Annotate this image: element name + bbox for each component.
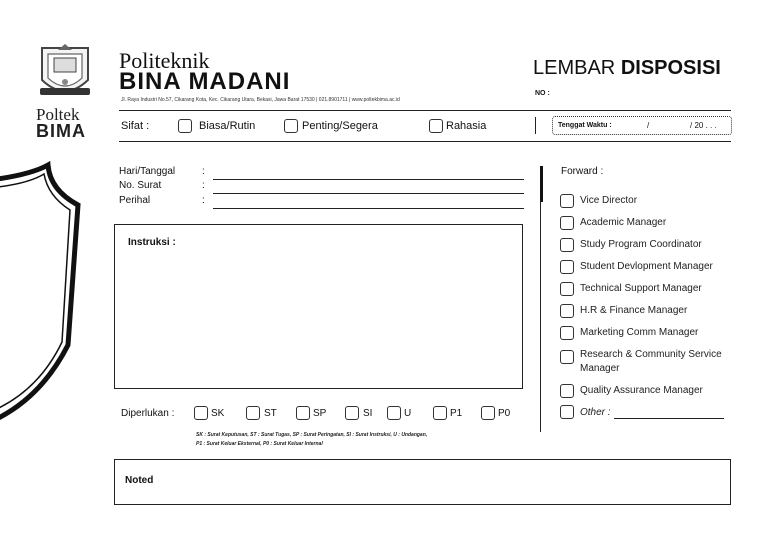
- sifat-biasa-label: Biasa/Rutin: [199, 120, 256, 132]
- forward-label: Forward :: [561, 166, 604, 177]
- sifat-penting-label: Penting/Segera: [302, 120, 378, 132]
- diperlukan-p0-label: P0: [498, 408, 511, 419]
- form-title: [533, 57, 721, 79]
- forward-research-community-label-cont: Manager: [580, 363, 620, 374]
- forward-technical-support-label: Technical Support Manager: [580, 283, 702, 294]
- diperlukan-legend-line1: SK : Surat Keputusan, ST : Surat Tugas, SP : Surat Peringatan, SI : Surat Instruksi, U : Undangan,: [196, 432, 428, 438]
- forward-hr-finance-checkbox[interactable]: [560, 304, 574, 318]
- institution-name-line2: BINA MADANI: [119, 68, 291, 95]
- deadline-slash-1: /: [647, 121, 650, 130]
- deadline-label: Tenggat Waktu :: [558, 122, 612, 129]
- sifat-rahasia-label: Rahasia: [446, 120, 487, 132]
- forward-other-checkbox[interactable]: [560, 405, 574, 419]
- forward-vice-director-label: Vice Director: [580, 195, 638, 206]
- diperlukan-sk-label: SK: [211, 408, 225, 419]
- noted-box[interactable]: [114, 459, 731, 505]
- forward-accent-bar: [540, 166, 543, 202]
- sifat-biasa-checkbox[interactable]: [178, 119, 192, 133]
- diperlukan-sp-checkbox[interactable]: [296, 406, 310, 420]
- forward-research-community-label: Research & Community Service: [580, 349, 722, 360]
- forward-other-input[interactable]: [614, 418, 724, 419]
- sifat-penting-checkbox[interactable]: [284, 119, 298, 133]
- no-surat-input[interactable]: [213, 193, 524, 194]
- institution-address: Jl. Raya Industri No.57, Cikarang Kota, Kec. Cikarang Utara, Bekasi, Jawa Barat 17530 | 021.8901711 | www.poltekbima.ac.id: [121, 97, 400, 103]
- header-divider-top: [119, 110, 731, 111]
- no-surat-colon: :: [202, 180, 205, 191]
- forward-divider: [540, 200, 541, 432]
- form-title-bold: DISPOSISI: [620, 57, 721, 79]
- diperlukan-st-label: ST: [264, 408, 277, 419]
- forward-vice-director-checkbox[interactable]: [560, 194, 574, 208]
- logo-wordmark: [36, 106, 86, 140]
- forward-student-development-checkbox[interactable]: [560, 260, 574, 274]
- perihal-colon: :: [202, 195, 205, 206]
- diperlukan-legend-line2: P1 : Surat Keluar Eksternal, P0 : Surat Keluar Internal: [196, 441, 323, 447]
- sifat-rahasia-checkbox[interactable]: [429, 119, 443, 133]
- no-surat-label: No. Surat: [119, 180, 162, 191]
- sifat-separator: [535, 117, 536, 134]
- logo-text-poltek: Poltek: [36, 105, 80, 124]
- forward-hr-finance-label: H.R & Finance Manager: [580, 305, 688, 316]
- instruksi-box[interactable]: [114, 224, 523, 389]
- shield-watermark: [0, 160, 90, 430]
- noted-label: Noted: [125, 475, 154, 486]
- diperlukan-p1-label: P1: [450, 408, 463, 419]
- diperlukan-sk-checkbox[interactable]: [194, 406, 208, 420]
- forward-other-label: Other :: [580, 407, 611, 418]
- instruksi-label: Instruksi :: [128, 237, 176, 248]
- forward-study-program-label: Study Program Coordinator: [580, 239, 702, 250]
- forward-student-development-label: Student Devlopment Manager: [580, 261, 713, 272]
- forward-academic-manager-label: Academic Manager: [580, 217, 667, 228]
- forward-marketing-comm-label: Marketing Comm Manager: [580, 327, 699, 338]
- diperlukan-sp-label: SP: [313, 408, 327, 419]
- diperlukan-label: Diperlukan :: [121, 408, 175, 419]
- diperlukan-u-label: U: [404, 408, 412, 419]
- institution-name-line1: Politeknik: [119, 48, 210, 73]
- form-title-light: LEMBAR: [533, 57, 621, 79]
- perihal-label: Perihal: [119, 195, 151, 206]
- header-divider-bottom: [119, 141, 731, 142]
- diperlukan-p1-checkbox[interactable]: [433, 406, 447, 420]
- deadline-slash-2: / 20 . . .: [690, 121, 717, 130]
- forward-quality-assurance-label: Quality Assurance Manager: [580, 385, 703, 396]
- forward-research-community-checkbox[interactable]: [560, 350, 574, 364]
- perihal-input[interactable]: [213, 208, 524, 209]
- number-label: NO :: [535, 90, 550, 97]
- forward-quality-assurance-checkbox[interactable]: [560, 384, 574, 398]
- poltek-bima-crest-logo: [34, 40, 96, 104]
- diperlukan-st-checkbox[interactable]: [246, 406, 260, 420]
- forward-academic-manager-checkbox[interactable]: [560, 216, 574, 230]
- forward-marketing-comm-checkbox[interactable]: [560, 326, 574, 340]
- diperlukan-si-label: SI: [363, 408, 373, 419]
- diperlukan-si-checkbox[interactable]: [345, 406, 359, 420]
- hari-tanggal-label: Hari/Tanggal: [119, 166, 176, 177]
- diperlukan-p0-checkbox[interactable]: [481, 406, 495, 420]
- diperlukan-u-checkbox[interactable]: [387, 406, 401, 420]
- hari-tanggal-input[interactable]: [213, 179, 524, 180]
- sifat-label: Sifat :: [121, 120, 150, 132]
- logo-text-bima: BIMA: [36, 121, 86, 141]
- forward-technical-support-checkbox[interactable]: [560, 282, 574, 296]
- hari-tanggal-colon: :: [202, 166, 205, 177]
- forward-study-program-checkbox[interactable]: [560, 238, 574, 252]
